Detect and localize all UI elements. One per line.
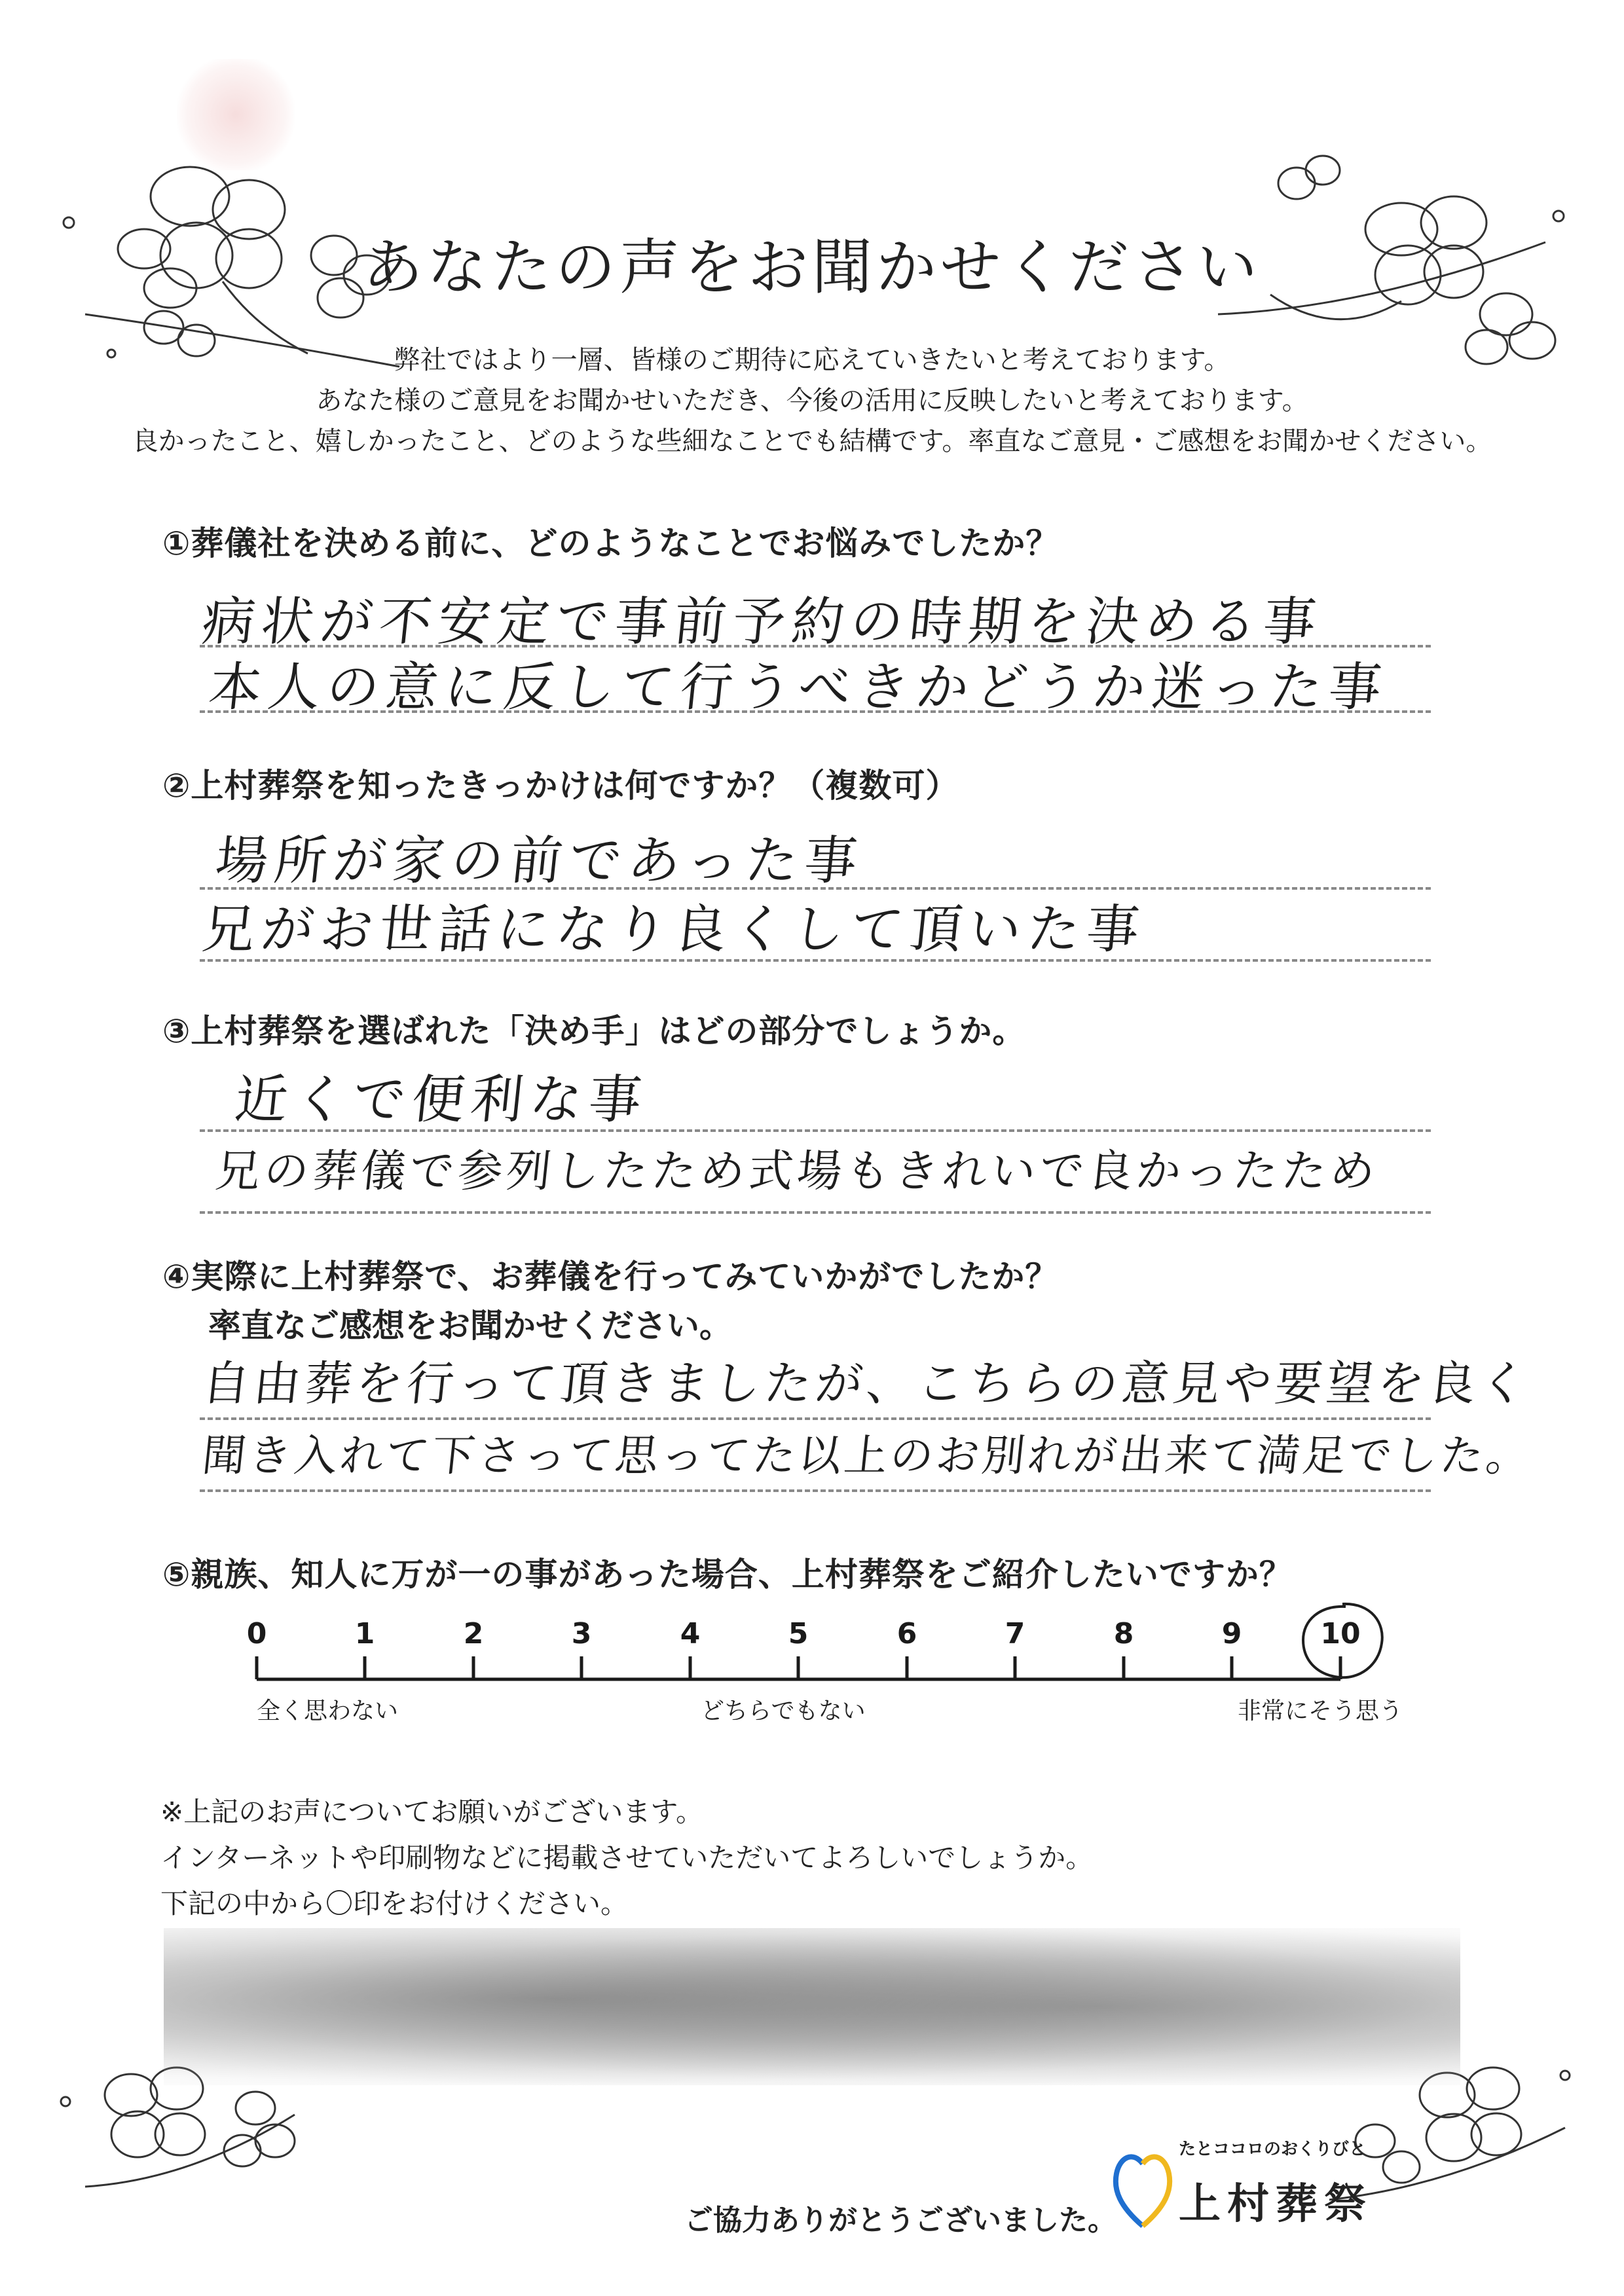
answer-rule: [200, 1211, 1431, 1214]
redacted-area: [164, 1928, 1460, 2085]
page-title: あなたの声をお聞かせください: [362, 232, 1261, 302]
heart-logo-icon: [1107, 2141, 1179, 2232]
scale-left-label: 全く思わない: [257, 1698, 399, 1724]
question-2-label: ②上村葬祭を知ったきっかけは何ですか？（複数可）: [162, 767, 959, 805]
scale-tick-label[interactable]: 1: [354, 1617, 375, 1650]
logo-tagline: たとココロのおくりびと: [1179, 2140, 1367, 2159]
question-2-answer-line-2[interactable]: 兄がお世話になり良くして頂いた事: [199, 899, 1149, 960]
intro-line-2: あなた様のご意見をお聞かせいただき、今後の活用に反映したいと考えております。: [316, 386, 1308, 416]
question-2-answer-line-1[interactable]: 場所が家の前であった事: [212, 830, 867, 891]
question-1-label: ①葬儀社を決める前に、どのようなことでお悩みでしたか？: [162, 524, 1060, 562]
scale-tick-label[interactable]: 3: [571, 1617, 592, 1650]
question-3-answer-line-1[interactable]: 近くで便利な事: [232, 1069, 652, 1130]
scale-tick-label[interactable]: 6: [896, 1617, 917, 1650]
scale-tick-label[interactable]: 8: [1113, 1617, 1134, 1650]
rating-scale-line: [249, 1650, 1349, 1689]
scale-mid-label: どちらでもない: [701, 1698, 866, 1724]
answer-rule: [200, 1417, 1431, 1420]
answer-rule: [200, 1129, 1431, 1132]
intro-line-3: 良かったこと、嬉しかったこと、どのような些細なことでも結構です。率直なご意見・ご感想をお聞かせください。: [132, 426, 1492, 456]
question-5-label: ⑤親族、知人に万が一の事があった場合、上村葬祭をご紹介したいですか？: [162, 1556, 1293, 1594]
scale-tick-label[interactable]: 10: [1320, 1617, 1361, 1650]
stamp-smudge: [177, 59, 295, 170]
answer-rule: [200, 959, 1431, 962]
logo-name: 上村葬祭: [1179, 2180, 1373, 2229]
scale-tick-label[interactable]: 0: [246, 1617, 267, 1650]
scale-tick-label[interactable]: 2: [463, 1617, 484, 1650]
scale-tick-label[interactable]: 7: [1005, 1617, 1025, 1650]
scale-tick-label[interactable]: 5: [788, 1617, 809, 1650]
scale-right-label: 非常にそう思う: [1238, 1698, 1403, 1724]
question-1-answer-line-1[interactable]: 病状が不安定で事前予約の時期を決める事: [199, 591, 1326, 652]
answer-rule: [200, 710, 1431, 713]
question-4-sublabel: 率直なご感想をお聞かせください。: [208, 1307, 732, 1345]
question-1-answer-line-2[interactable]: 本人の意に反して行うべきかどうか迷った事: [206, 657, 1392, 718]
question-4-answer-line-2[interactable]: 聞き入れて下さって思ってた以上のお別れが出来て満足でした。: [200, 1430, 1535, 1481]
question-3-answer-line-2[interactable]: 兄の葬儀で参列したため式場もきれいで良かったため: [213, 1146, 1382, 1197]
answer-rule: [200, 1489, 1431, 1492]
question-3-label: ③上村葬祭を選ばれた「決め手」はどの部分でしょうか。: [162, 1012, 1026, 1050]
scale-tick-label[interactable]: 9: [1221, 1617, 1242, 1650]
permission-note-1: ※上記のお声についてお願いがございます。: [160, 1796, 703, 1828]
scale-tick-label[interactable]: 4: [680, 1617, 701, 1650]
permission-note-2: インターネットや印刷物などに掲載させていただいてよろしいでしょうか。: [160, 1842, 1094, 1874]
intro-line-1: 弊社ではより一層、皆様のご期待に応えていきたいと考えております。: [394, 345, 1230, 375]
question-4-answer-line-1[interactable]: 自由葬を行って頂きましたが、こちらの意見や要望を良く: [199, 1356, 1534, 1411]
footer-thanks: ご協力ありがとうございました。: [684, 2204, 1116, 2237]
question-4-label: ④実際に上村葬祭で、お葬儀を行ってみていかがでしたか？: [162, 1258, 1059, 1296]
selected-rating-circle: [1293, 1597, 1392, 1689]
permission-note-3: 下記の中から〇印をお付けください。: [160, 1887, 629, 1920]
